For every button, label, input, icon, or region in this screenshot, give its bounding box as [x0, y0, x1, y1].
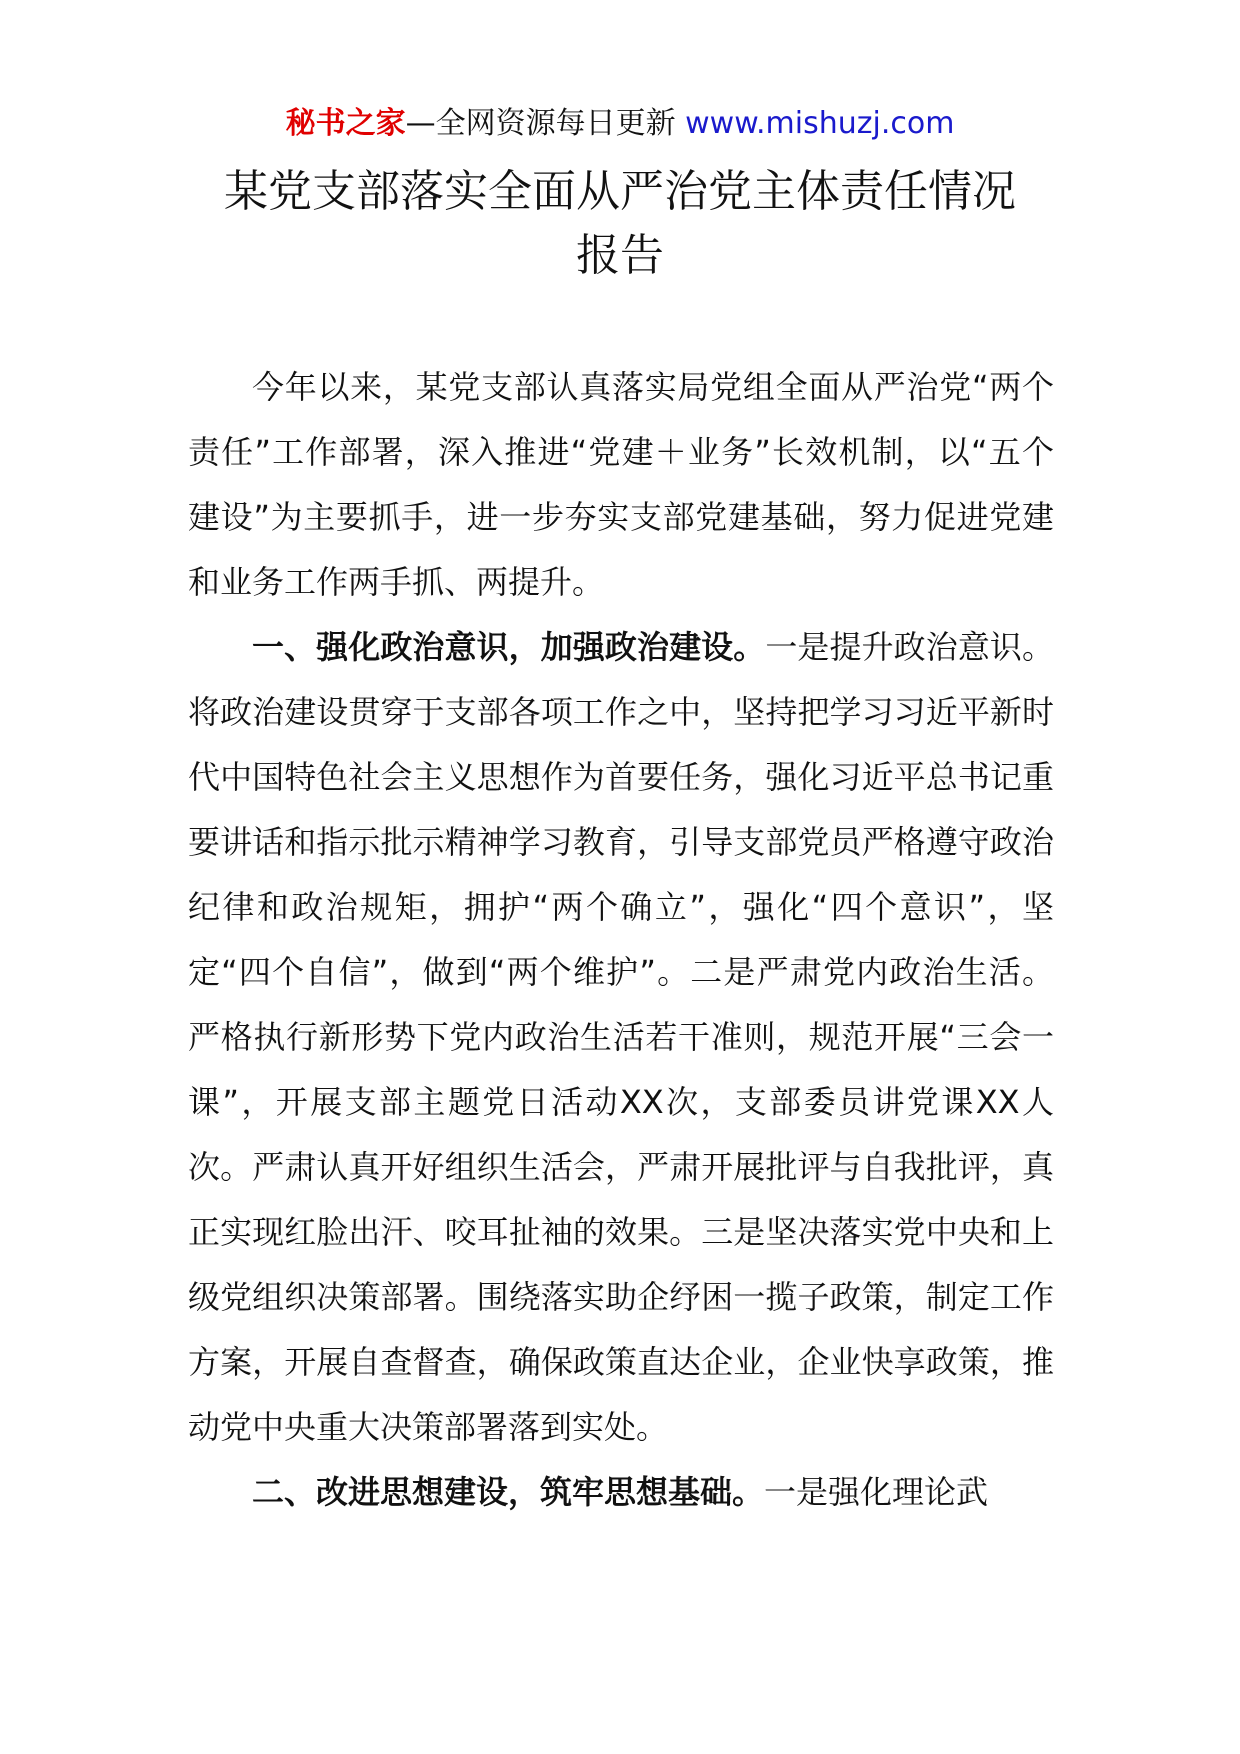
- section-1-text: 一是提升政治意识。将政治建设贯穿于支部各项工作之中，坚持把学习习近平新时代中国特色社会主义思想作为首要任务，强化习近平总书记重要讲话和指示批示精神学习教育，引导支部党员严格遵守政治纪律和政治规矩，拥护“两个确立”，强化“四个意识”，坚定“四个自信”，做到“两个维护”。二是严肃党内政治生活。严格执行新形势下党内政治生活若干准则，规范开展“三会一课”，开展支部主题党日活动XX次，支部委员讲党课XX人次。严肃认真开好组织生活会，严肃开展批评与自我批评，真正实现红脸出汗、咬耳扯袖的效果。三是坚决落实党中央和上级党组织决策部署。围绕落实助企纾困一揽子政策，制定工作方案，开展自查督查，确保政策直达企业，企业快享政策，推动党中央重大决策部署落到实处。: [188, 628, 1054, 1446]
- document-title-line-2: 报告: [576, 230, 664, 281]
- brand-name: 秘书之家: [285, 106, 406, 141]
- section-2-heading: 二、改进思想建设，筑牢思想基础。: [252, 1473, 765, 1511]
- brand-slogan: —全网资源每日更新: [405, 106, 676, 141]
- section-2-text: 一是强化理论武: [764, 1473, 989, 1511]
- paragraph-intro: [188, 355, 1054, 615]
- paragraph-section-1: [188, 615, 1054, 1460]
- paragraph-section-2: [188, 1460, 1054, 1525]
- document-title-line-1: 某党支部落实全面从严治党主体责任情况: [224, 166, 1016, 217]
- site-url-link[interactable]: www.mishuzj.com: [685, 106, 955, 141]
- document-title: [0, 160, 1240, 288]
- paragraph-intro-text: 今年以来，某党支部认真落实局党组全面从严治党“两个责任”工作部署，深入推进“党建＋业务”长效机制，以“五个建设”为主要抓手，进一步夯实支部党建基础，努力促进党建和业务工作两手抓、两提升。: [188, 368, 1054, 601]
- document-body: [188, 355, 1054, 1525]
- section-1-heading: 一、强化政治意识，加强政治建设。: [252, 628, 766, 666]
- site-header-banner: [0, 100, 1240, 148]
